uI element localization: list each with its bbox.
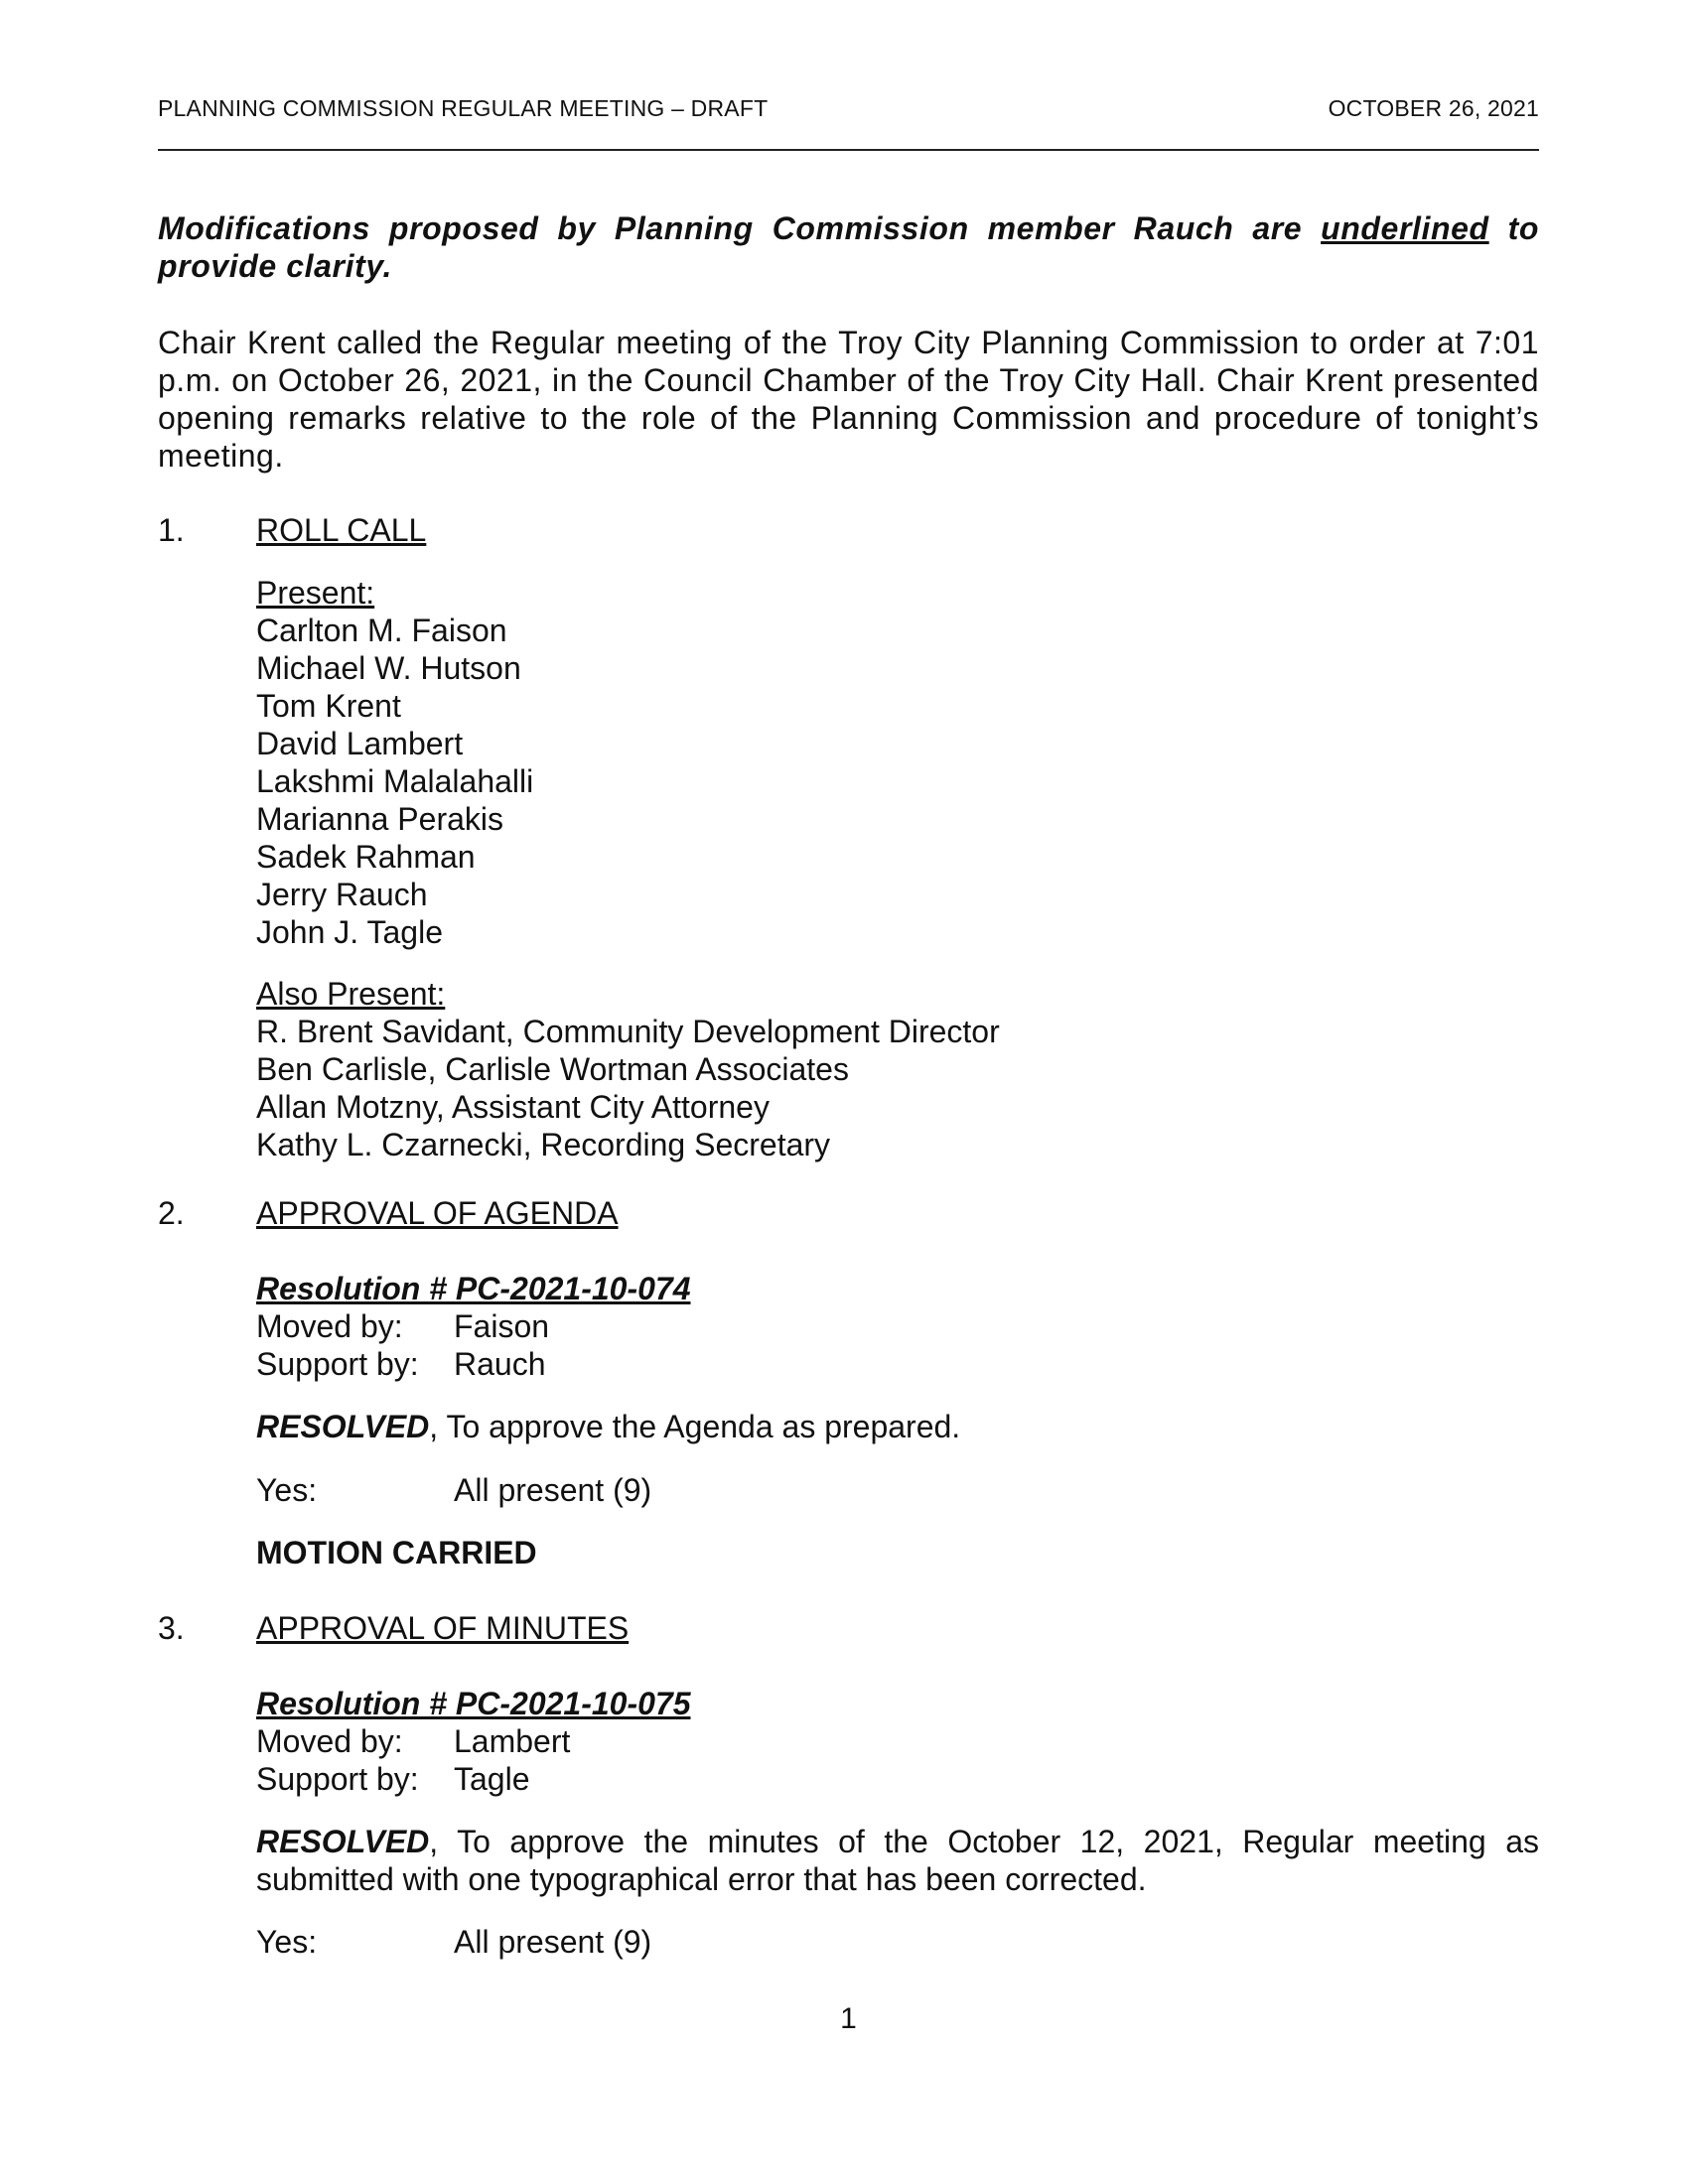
resolved-word: RESOLVED <box>256 1824 430 1859</box>
modifications-note-underlined: underlined <box>1321 210 1489 246</box>
section-number-roll-call: 1. <box>158 512 185 548</box>
yes-label: Yes: <box>256 1924 318 1960</box>
section-title-roll-call: ROLL CALL <box>256 512 427 548</box>
present-member: Michael W. Hutson <box>256 650 521 686</box>
support-by-value: Rauch <box>454 1346 546 1382</box>
present-member: John J. Tagle <box>256 914 443 950</box>
moved-by-label: Moved by: <box>256 1308 403 1344</box>
section-number-agenda: 2. <box>158 1195 185 1231</box>
present-label: Present: <box>256 575 375 611</box>
resolved-word: RESOLVED <box>256 1409 430 1444</box>
resolution-id: Resolution # PC-2021-10-074 <box>256 1271 691 1306</box>
motion-carried: MOTION CARRIED <box>256 1535 537 1570</box>
yes-label: Yes: <box>256 1472 318 1508</box>
support-by-label: Support by: <box>256 1346 419 1382</box>
modifications-note-text-end: to provide clarity. <box>158 210 1539 284</box>
page-number: 1 <box>840 2002 857 2035</box>
present-member: Carlton M. Faison <box>256 613 507 648</box>
header-date: OCTOBER 26, 2021 <box>1328 95 1539 121</box>
also-present-member: Allan Motzny, Assistant City Attorney <box>256 1089 770 1125</box>
section-title-agenda: APPROVAL OF AGENDA <box>256 1195 619 1231</box>
section-number-minutes: 3. <box>158 1610 185 1646</box>
header-title: PLANNING COMMISSION REGULAR MEETING – DRAFT <box>158 95 769 121</box>
also-present-member: Kathy L. Czarnecki, Recording Secretary <box>256 1127 831 1162</box>
support-by-row <box>256 1760 691 1798</box>
agenda-resolved <box>256 1408 960 1445</box>
resolved-text: , To approve the Agenda as prepared. <box>429 1409 961 1444</box>
support-by-row <box>256 1345 691 1383</box>
support-by-value: Tagle <box>454 1761 530 1797</box>
section-title-minutes: APPROVAL OF MINUTES <box>256 1610 630 1646</box>
also-present-member: R. Brent Savidant, Community Development Director <box>256 1014 1000 1049</box>
also-present-member: Ben Carlisle, Carlisle Wortman Associates <box>256 1051 849 1087</box>
agenda-resolution <box>256 1270 691 1383</box>
modifications-note-text: Modifications proposed by Planning Commission member Rauch are <box>158 210 1322 246</box>
also-present-label: Also Present: <box>256 976 446 1012</box>
minutes-vote-row <box>256 1923 651 1961</box>
resolved-text: , To approve the minutes of the October 12, 2021, Regular meeting as submitted with one typographical error that has been corrected. <box>256 1824 1539 1897</box>
moved-by-row <box>256 1722 691 1760</box>
header-divider <box>158 149 1539 151</box>
present-list <box>256 574 533 951</box>
moved-by-value: Lambert <box>454 1723 571 1759</box>
moved-by-row <box>256 1307 691 1345</box>
moved-by-value: Faison <box>454 1308 550 1344</box>
agenda-vote-row <box>256 1471 651 1509</box>
opening-paragraph: Chair Krent called the Regular meeting of the Troy City Planning Commission to order at 7:01 p.m. on October 26, 2021, in the Council Chamber of the Troy City Hall. Chair Krent presented opening remarks relative to the role of the Planning Commission and procedure of tonight’s meeting. <box>158 325 1539 474</box>
present-member: Marianna Perakis <box>256 801 503 837</box>
present-member: David Lambert <box>256 726 464 761</box>
moved-by-label: Moved by: <box>256 1723 403 1759</box>
document-page <box>158 0 1539 2184</box>
present-member: Tom Krent <box>256 688 401 724</box>
also-present-list <box>256 975 1000 1163</box>
present-member: Lakshmi Malalahalli <box>256 763 534 799</box>
yes-value: All present (9) <box>454 1924 652 1960</box>
minutes-resolution <box>256 1685 691 1798</box>
minutes-resolved <box>256 1823 1539 1898</box>
resolution-id: Resolution # PC-2021-10-075 <box>256 1686 691 1721</box>
modifications-note <box>158 209 1539 285</box>
yes-value: All present (9) <box>454 1472 652 1508</box>
present-member: Jerry Rauch <box>256 877 428 912</box>
present-member: Sadek Rahman <box>256 839 476 875</box>
support-by-label: Support by: <box>256 1761 419 1797</box>
